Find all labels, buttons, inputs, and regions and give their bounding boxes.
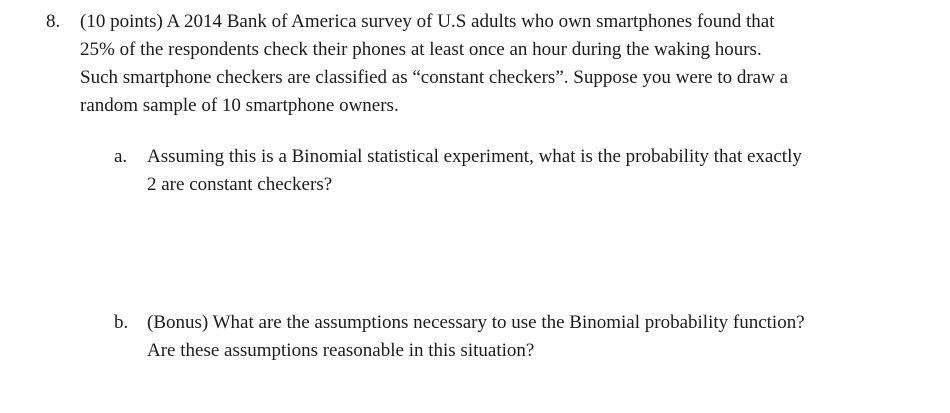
question-text bbox=[80, 8, 906, 120]
question-number: 8. bbox=[46, 11, 61, 32]
subpart-b bbox=[114, 309, 904, 365]
subpart-b-label: b. bbox=[114, 312, 129, 333]
subpart-a bbox=[114, 143, 904, 199]
subpart-a-line: Assuming this is a Binomial statistical experiment, what is the probability that exactly bbox=[147, 146, 802, 167]
subpart-b-line: Are these assumptions reasonable in this situation? bbox=[147, 340, 535, 361]
question-line: random sample of 10 smartphone owners. bbox=[80, 95, 399, 116]
subpart-b-text bbox=[147, 309, 904, 365]
subpart-a-text bbox=[147, 143, 904, 199]
subpart-a-line: 2 are constant checkers? bbox=[147, 174, 333, 195]
question-line: (10 points) A 2014 Bank of America survey of U.S adults who own smartphones found that bbox=[80, 11, 775, 32]
question-line: Such smartphone checkers are classified as “constant checkers”. Suppose you were to draw a bbox=[80, 67, 789, 88]
question-line: 25% of the respondents check their phones at least once an hour during the waking hours. bbox=[80, 39, 762, 60]
question-8 bbox=[46, 8, 906, 120]
subpart-b-line: (Bonus) What are the assumptions necessary to use the Binomial probability function? bbox=[147, 312, 805, 333]
subpart-a-label: a. bbox=[114, 146, 128, 167]
